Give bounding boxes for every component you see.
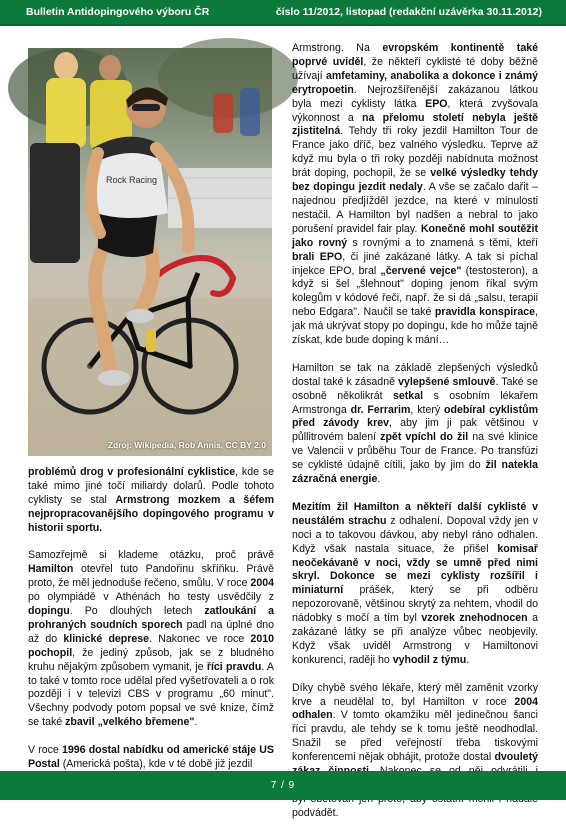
text-run: s osobním lékařem Armstronga <box>292 389 539 416</box>
bold-text: 1996 dostal nabídku od americké stáje US Postal <box>28 744 274 770</box>
left-column <box>28 466 274 786</box>
paragraph <box>292 501 538 668</box>
bold-text: velké výsledky tehdy bez dopingu jezdit nedaly <box>292 167 538 194</box>
text-run: z odhalení. Dopoval vždy jen v noci a to takovou dávkou, aby nebyl ráno odhalen. Když však nastala situace, že přišel <box>292 514 538 555</box>
bold-text: „červené vejce" <box>380 264 462 277</box>
text-run: , kde se také mimo jiné točí miliardy dolarů. Podle tohoto cyklisty se stal <box>28 466 274 506</box>
bold-text: brali EPO <box>292 250 343 263</box>
text-run: prášek, který se při odběru nepozorovaně, většinou skrytý za nehtem, vhodil do nádobky s močí a tím byl <box>292 584 538 625</box>
bold-text: 2004 <box>250 577 274 590</box>
bold-text: zatloukání a prohraných soudních sporech <box>28 605 274 631</box>
bold-text: amfetaminy, anabolika a dokonce i známý erytropoetin <box>292 69 539 96</box>
text-run: , jak má ukrývat stopy po dopingu, kde ho může tajně získat, kde bude doping k mání… <box>292 306 538 347</box>
bold-text: problémů drog v profesionální cyklistice <box>28 466 236 478</box>
text-run: , aby jim ji pak většinou v půllitrovém balení <box>292 417 538 444</box>
text-run: podvádět. <box>292 806 339 819</box>
bold-text: 2004 odhalen <box>292 695 538 722</box>
text-run: (Americká pošta), kde v té době již jezdil <box>59 758 253 770</box>
bold-text: dvouletý <box>494 751 538 764</box>
bold-text: vyhodil z týmu <box>392 653 467 666</box>
bold-text: komisař neočekávaně v noci, vždy se umně před nimi skryl. Dokonce se mezi cyklisty rozšířil i miniaturní <box>292 542 538 597</box>
text-run: (testosteron), a když si šel „šlehnout" doping jenom říkal svým kolegům v kódové řeči, např. že si dá „salsu, terapii nebo Edgara". Naučil se také <box>292 264 539 319</box>
text-run: padl na úplné dno až do <box>28 618 274 645</box>
bold-text: 2010 pochopil <box>28 632 274 659</box>
photo-credit: Zdroj: Wikipedia, Rob Annis, CC BY 2.0 <box>107 440 266 450</box>
paragraph <box>292 362 538 487</box>
bold-text: evropském kontinentě také poprvé uviděl <box>292 42 539 68</box>
text-run: . <box>377 473 381 486</box>
bold-text: Armstrong mozkem a šéfem nejpropracovanějšího dopingového programu v historii sportu. <box>28 493 274 534</box>
text-run: a zakázané látky se při analýze vůbec neobjevily. Když však uviděl Armstrong v Hamiltonovi konkurenci, raději ho <box>292 612 538 666</box>
text-run: Samozřejmě si klademe otázku, proč právě <box>28 549 274 562</box>
page-header <box>0 0 566 26</box>
bold-text: pravidla konspirace <box>434 306 536 319</box>
bold-text: vylepšené smlouvě <box>398 375 496 388</box>
bold-text: setkal <box>393 389 424 402</box>
cyclist-illustration <box>28 48 272 456</box>
bold-text: Mezitím žil Hamilton a někteří další cyklisté v neustálém strachu <box>292 500 538 527</box>
text-run: . <box>466 653 470 666</box>
bold-text: dr. Ferrarim <box>350 403 411 416</box>
paragraph <box>292 42 538 348</box>
text-run: otevřel tuto Pandořinu skříňku. Právě proto, že měl jednoduše řečeno, smůlu. V roce <box>28 563 274 590</box>
bold-text: zbavil „velkého břemene" <box>65 716 195 729</box>
paragraph <box>28 744 274 772</box>
right-column <box>292 42 538 835</box>
cyclist-photo <box>28 48 272 456</box>
text-run: . A vše se začalo dařit – najednou předjížděl jezdce, na které v minulosti nestačil. A Hamilton byl nadšen a nebral to jako porušení pravidel fair play. <box>292 181 538 235</box>
text-run: . A to také v tomto roce udělal před vyšetřovateli a o rok později i v televizi CBS v programu „60 minut". Všechny podvody potom popsal ve své knize, čímž se také <box>28 660 274 729</box>
text-run: . Nejrozšířenější zakázanou látkou byla mezi cyklisty látka <box>292 83 538 110</box>
bold-text: odebíral cyklistům před závody krev <box>292 403 538 430</box>
page-footer <box>0 771 566 800</box>
bold-text: na přelomu století nebyla ještě zjistitelná <box>292 111 538 138</box>
text-run: na své klinice ve Valencii v průběhu Tour de France. Po transfúzi se cyklisté údajně cítili, jako by jim do <box>292 431 538 472</box>
text-run: . Také se osobně několikrát <box>292 375 538 402</box>
text-run: . Tehdy tři roky jezdil Hamilton Tour de France jako dříč, bez valného výsledku. Teprve až když mu byla o tři roky později nabídnuta možnost brát doping, pochopil, že se <box>292 125 538 180</box>
text-run: . <box>194 716 198 729</box>
text-run: , že jediný způsob, jak se z bludného kruhu nějakým způsobem vymanit, je <box>28 646 274 673</box>
bold-text: EPO <box>425 97 448 110</box>
text-run: , či jiné zakázané látky. A tak si píchal injekce EPO, bral <box>292 250 538 277</box>
text-run: , který <box>410 403 445 416</box>
text-run: V roce <box>28 744 62 757</box>
paragraph <box>28 549 274 730</box>
bold-text: klinické deprese <box>63 632 150 645</box>
text-run: . Nakonec ve roce <box>149 632 251 645</box>
issue-info: číslo 11/2012, listopad (redakční uzávěrka 30.11.2012) <box>275 6 542 18</box>
bold-text: Hamilton <box>28 563 74 576</box>
bold-text: říci pravdu <box>206 660 262 673</box>
text-run: , která zvyšovala výkonnost a <box>292 97 538 124</box>
text-run: Armstrong. Na <box>292 42 383 54</box>
paragraph <box>28 466 274 536</box>
bold-text: vzorek znehodnocen <box>421 612 528 625</box>
text-run: Hamilton se tak na základě zlepšených výsledků dostal také k zásadně <box>292 361 538 388</box>
bold-text: zpět vpíchl do žil <box>380 431 469 444</box>
bold-text: Konečně mohl soutěžit jako rovný <box>292 222 539 249</box>
page-number: 7 / 9 <box>270 780 296 791</box>
text-run: . V tomto okamžiku měl jedinečnou šanci říci pravdu, ale tehdy se k tomu ještě neodhodlal. Snažil se před veřejností třeba tiskovými konferencemi nějak obhájit, protože dostal <box>292 709 538 764</box>
bold-text: žil natekla zázračná energie <box>292 459 539 486</box>
text-run: po olympiádě v Athénách ho testy usvědčily z <box>28 591 274 604</box>
text-run: s rovnými a to znamená s těmi, kteří <box>347 236 538 249</box>
text-run: , že někteří cyklisté té doby běžně užívají <box>292 55 538 82</box>
jersey-text: Rock Racing <box>106 175 158 185</box>
bold-text: dopingu <box>28 605 70 618</box>
text-run: Díky chybě svého lékaře, který měl zaměnit vzorky krve a neudělal to, byl Hamilton v roce <box>292 681 538 708</box>
bulletin-title: Bulletin Antidopingového výboru ČR <box>26 6 210 18</box>
text-run: . Po dlouhých letech <box>69 605 205 618</box>
